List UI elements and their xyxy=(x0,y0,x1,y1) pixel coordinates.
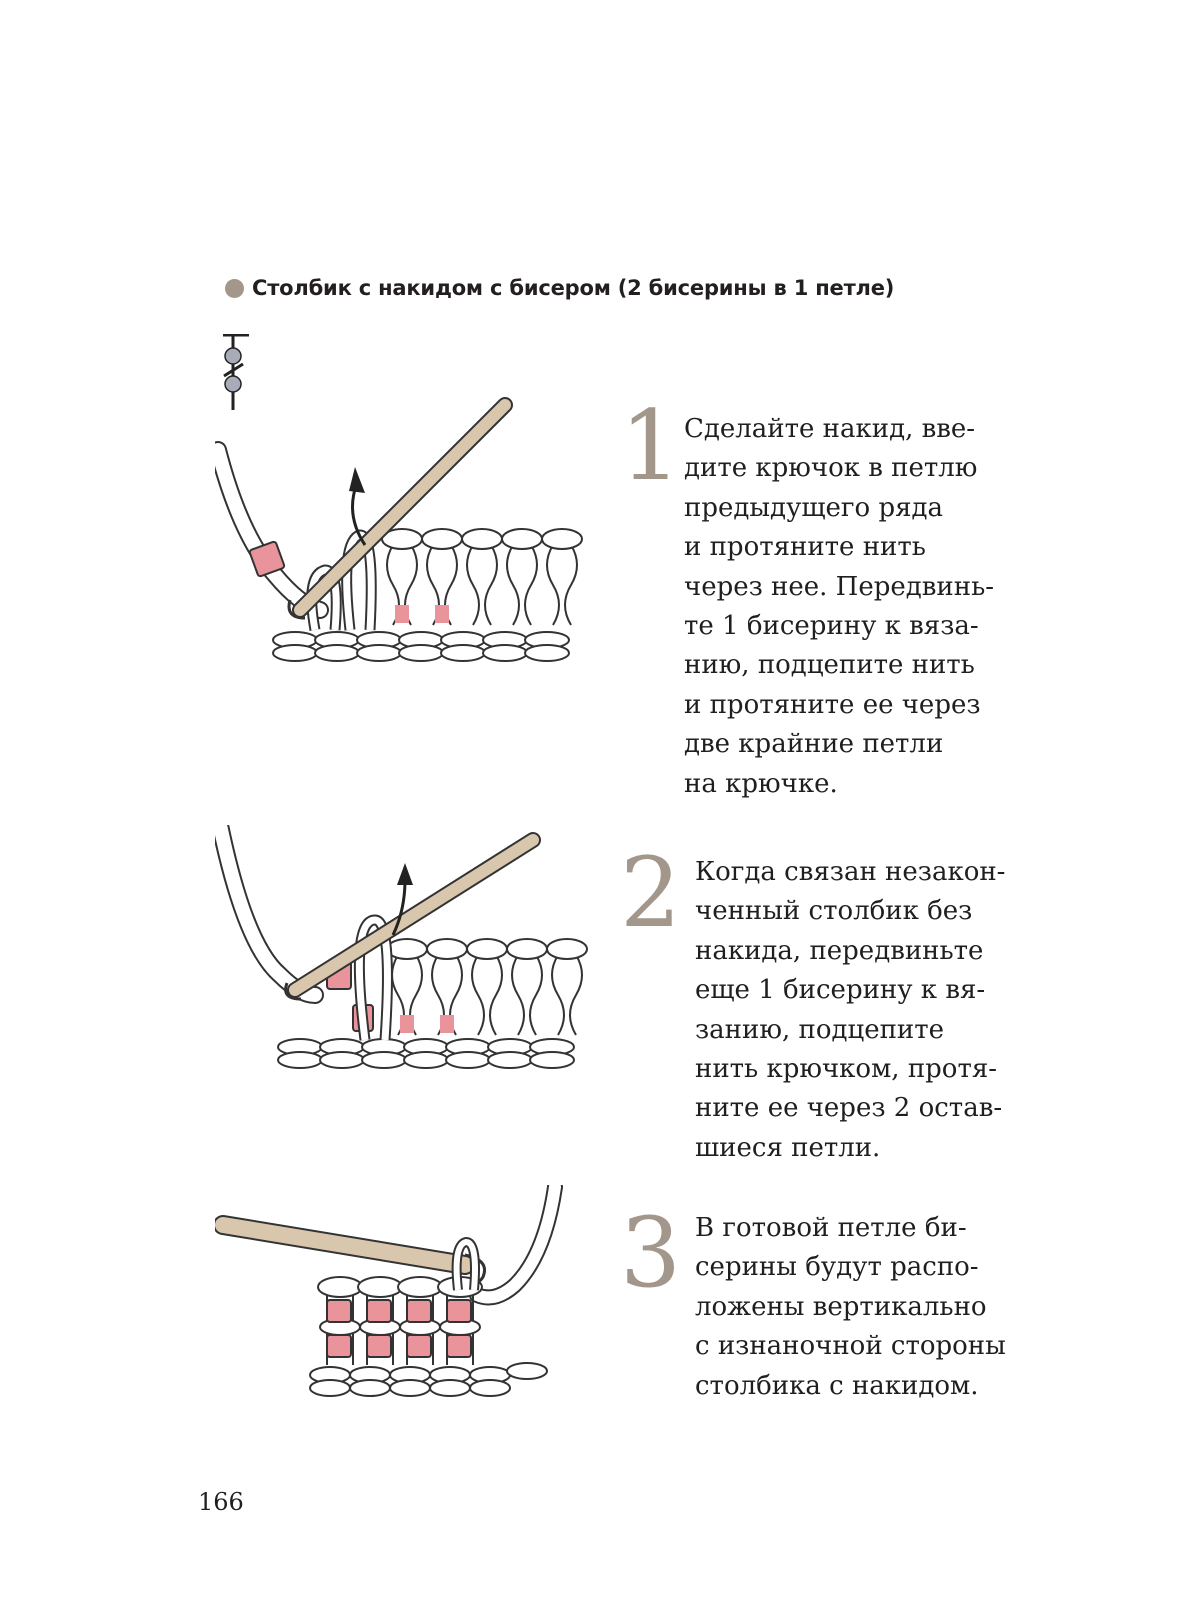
step-1-number: 1 xyxy=(620,390,682,502)
step-1-text: Сделайте накид, вве- дите крючок в петлю предыдущего ряда и протяните нить через нее. Передвинь- те 1 бисерину к вяза- нию, подцепите нить и протяните ее через две крайние петли на крючке. xyxy=(684,414,995,799)
bullet-dot-icon xyxy=(225,279,244,298)
stitch-columns xyxy=(382,529,582,625)
bead xyxy=(327,1300,351,1322)
page-number: 166 xyxy=(198,1488,244,1516)
bead xyxy=(395,605,409,623)
bead xyxy=(447,1300,471,1322)
step-2-illustration xyxy=(215,825,590,1090)
bead xyxy=(447,1335,471,1357)
arrow-head-icon xyxy=(349,467,365,493)
step-3-text: В готовой петле би- серины будут распо- ложены вертикально с изнаночной стороны столбика с накидом. xyxy=(695,1213,1006,1401)
bead xyxy=(400,1015,414,1033)
step-1-illustration xyxy=(215,395,590,685)
bead xyxy=(435,605,449,623)
bead xyxy=(407,1300,431,1322)
yarn-strand xyxy=(218,450,320,610)
base-chain xyxy=(273,632,569,661)
base-chain xyxy=(278,1039,574,1068)
arrow-head-icon xyxy=(397,863,413,885)
bead xyxy=(407,1335,431,1357)
step-2-text: Когда связан незакон- ченный столбик без накида, передвиньте еще 1 бисерину к вя- занию, подцепите нить крючком, протя- ните ее через 2 остав- шиеся петли. xyxy=(695,857,1006,1163)
step-3-illustration xyxy=(215,1185,590,1410)
bead xyxy=(440,1015,454,1033)
bead xyxy=(327,1335,351,1357)
section-heading xyxy=(225,276,894,300)
stitch-columns xyxy=(387,939,587,1035)
step-3-number: 3 xyxy=(620,1197,682,1309)
bead xyxy=(367,1300,391,1322)
bead xyxy=(367,1335,391,1357)
section-heading-text: Столбик с накидом с бисером (2 бисерины в 1 петле) xyxy=(252,276,895,300)
step-2-number: 2 xyxy=(620,837,682,949)
